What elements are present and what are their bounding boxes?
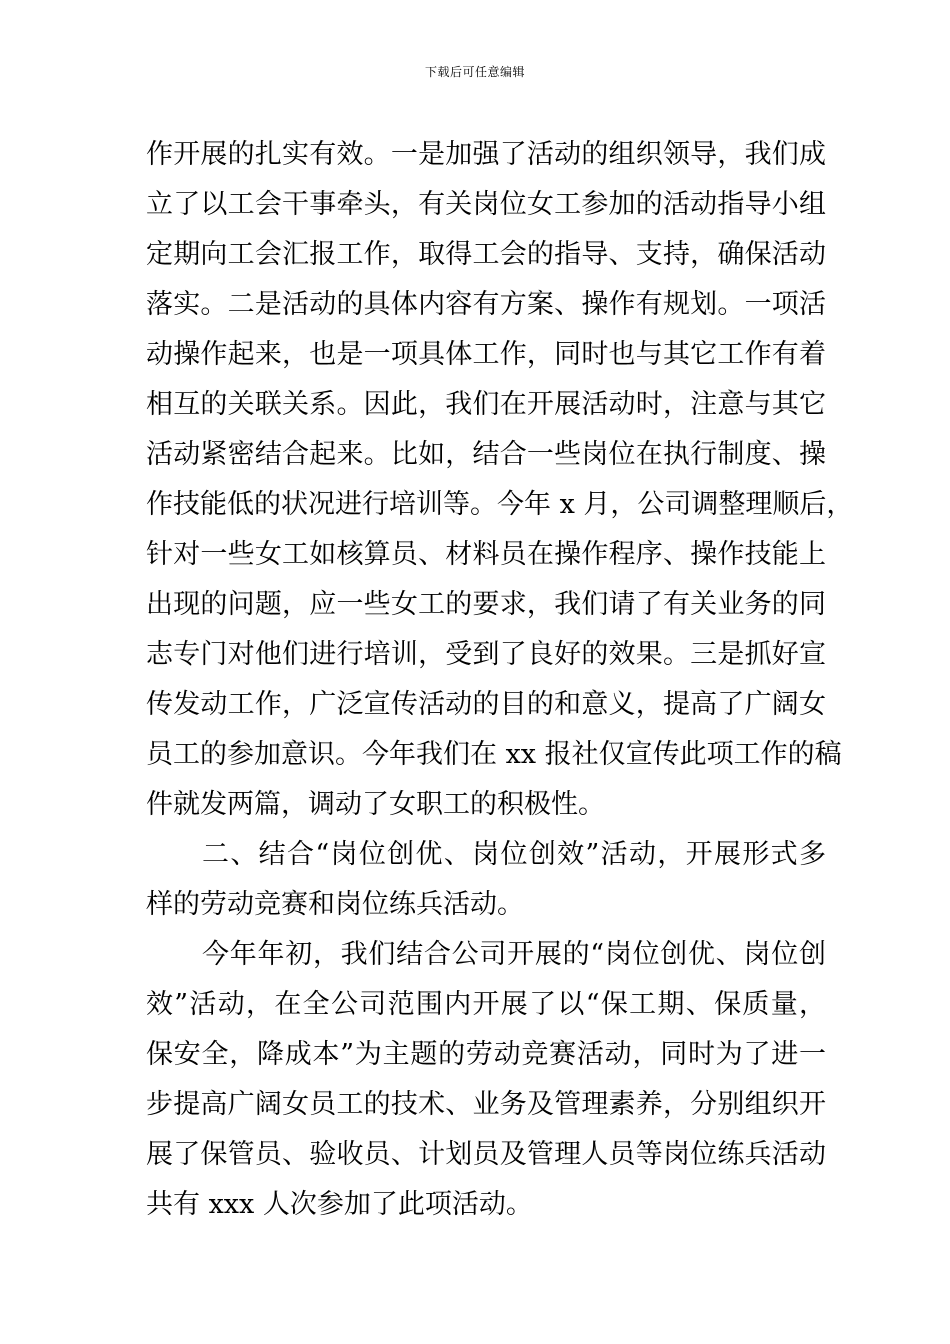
paragraph-1: [146, 130, 854, 830]
text-line: 展了保管员、验收员、计划员及管理人员等岗位练兵活动: [146, 1139, 826, 1170]
text-line: 今年年初，我们结合公司开展的“岗位创优、岗位创: [202, 939, 826, 970]
text-line: 传发动工作，广泛宣传活动的目的和意义，提高了广阔女: [146, 689, 826, 720]
page-header: 下载后可任意编辑: [424, 65, 525, 79]
text-line: 件就发两篇，调动了女职工的积极性。: [146, 789, 605, 820]
text-line: 出现的问题，应一些女工的要求，我们请了有关业务的同: [146, 589, 826, 620]
text-line: 定期向工会汇报工作，取得工会的指导、支持，确保活动: [146, 239, 826, 270]
text-line: 作开展的扎实有效。一是加强了活动的组织领导，我们成: [146, 139, 826, 170]
text-line: 立了以工会干事牵头，有关岗位女工参加的活动指导小组: [146, 189, 826, 220]
text-line: 样的劳动竞赛和岗位练兵活动。: [146, 889, 524, 920]
paragraph-2: [146, 830, 826, 930]
text-line: 落实。二是活动的具体内容有方案、操作有规划。一项活: [146, 289, 826, 320]
text-line: 针对一些女工如核算员、材料员在操作程序、操作技能上: [146, 539, 826, 570]
paragraph-3: [146, 930, 826, 1230]
text-line: 动操作起来，也是一项具体工作，同时也与其它工作有着: [146, 339, 826, 370]
text-line: 效”活动，在全公司范围内开展了以“保工期、保质量，: [146, 989, 826, 1020]
text-line: 活动紧密结合起来。比如，结合一些岗位在执行制度、操: [146, 439, 826, 470]
text-line: 共有 xxx 人次参加了此项活动。: [146, 1189, 533, 1220]
document-body: [146, 130, 854, 1230]
text-line: 二、结合“岗位创优、岗位创效”活动，开展形式多: [202, 839, 826, 870]
text-line: 员工的参加意识。今年我们在 xx 报社仅宣传此项工作的稿: [146, 739, 842, 770]
text-line: 志专门对他们进行培训，受到了良好的效果。三是抓好宣: [146, 639, 826, 670]
text-line: 相互的关联关系。因此，我们在开展活动时，注意与其它: [146, 389, 826, 420]
text-line: 作技能低的状况进行培训等。今年 x 月，公司调整理顺后，: [146, 489, 854, 520]
text-line: 步提高广阔女员工的技术、业务及管理素养，分别组织开: [146, 1089, 826, 1120]
text-line: 保安全，降成本”为主题的劳动竞赛活动，同时为了进一: [146, 1039, 826, 1070]
